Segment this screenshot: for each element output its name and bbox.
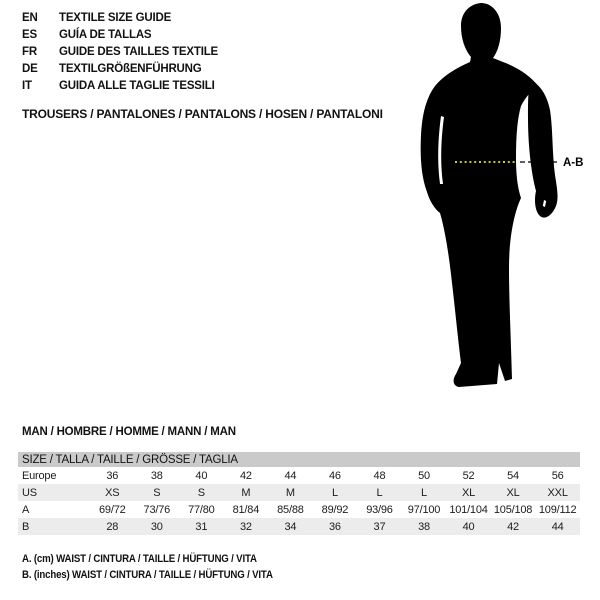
- table-cell: M: [285, 486, 295, 499]
- footnotes: [22, 552, 273, 583]
- table-cell: S: [153, 486, 161, 499]
- row-label: Europe: [22, 469, 57, 482]
- table-cell: XL: [506, 486, 520, 499]
- man-right-arm: [528, 80, 558, 218]
- table-cell: 30: [150, 520, 163, 533]
- size-table: [18, 452, 580, 535]
- table-cell: XL: [461, 486, 476, 499]
- table-cell: 101/104: [449, 503, 488, 516]
- table-header-row: [18, 452, 580, 467]
- table-cell: S: [197, 486, 205, 499]
- table-cell: 109/112: [538, 503, 577, 516]
- table-cell: 85/88: [277, 503, 304, 516]
- table-cell: 69/72: [99, 503, 126, 516]
- row-label: US: [22, 486, 37, 499]
- table-cell: 38: [418, 520, 430, 533]
- table-row-b-inches: [18, 518, 580, 535]
- table-cell: 42: [239, 469, 252, 482]
- table-cell: L: [421, 486, 427, 499]
- man-silhouette-svg: [410, 0, 600, 400]
- language-label: TEXTILGRÖßENFÜHRUNG: [59, 62, 202, 75]
- table-cell: 38: [150, 469, 163, 482]
- language-code: IT: [22, 79, 32, 92]
- table-cell: 36: [329, 520, 341, 533]
- table-cell: 34: [284, 520, 297, 533]
- table-cell: XXL: [547, 486, 568, 499]
- language-label: TEXTILE SIZE GUIDE: [59, 11, 172, 24]
- man-silhouette: [421, 3, 539, 387]
- language-label: GUIDE DES TAILLES TEXTILE: [59, 45, 218, 58]
- language-row: [22, 60, 218, 77]
- language-row: [22, 77, 218, 94]
- table-cell: L: [376, 486, 383, 499]
- language-row: [22, 26, 218, 43]
- table-cell: 105/108: [493, 503, 533, 516]
- table-cell: 46: [329, 469, 341, 482]
- table-row-a-cm: [18, 501, 580, 518]
- table-cell: 44: [284, 469, 297, 482]
- table-cell: 56: [551, 469, 564, 482]
- table-cell: 40: [195, 469, 208, 482]
- garment-title: TROUSERS / PANTALONES / PANTALONS / HOSEN / PANTALONI: [22, 107, 383, 121]
- table-cell: 40: [462, 520, 475, 533]
- table-cell: 89/92: [321, 503, 349, 516]
- man-silhouette-figure: [410, 0, 600, 400]
- table-cell: 97/100: [407, 503, 441, 516]
- table-cell: 52: [462, 469, 475, 482]
- table-cell: 50: [418, 469, 430, 482]
- table-cell: 42: [507, 520, 519, 533]
- table-cell: 81/84: [232, 503, 260, 516]
- size-table-header: SIZE / TALLA / TAILLE / GRÖSSE / TAGLIA: [18, 452, 580, 467]
- size-table-wrap: [18, 452, 580, 535]
- language-code: EN: [22, 11, 38, 24]
- footnote-b: B. (inches) WAIST / CINTURA / TAILLE / HÜFTUNG / VITA: [22, 568, 273, 581]
- table-cell: 31: [195, 520, 208, 533]
- row-label: B: [22, 520, 30, 533]
- table-cell: 32: [239, 520, 252, 533]
- table-cell: 73/76: [143, 503, 171, 516]
- table-cell: 54: [507, 469, 519, 482]
- row-label: A: [22, 503, 30, 516]
- language-code: DE: [22, 62, 38, 75]
- table-cell: 37: [373, 520, 386, 533]
- language-row: [22, 43, 218, 60]
- table-cell: M: [241, 486, 251, 499]
- language-label: GUIDA ALLE TAGLIE TESSILI: [59, 79, 215, 92]
- section-title: MAN / HOMBRE / HOMME / MANN / MAN: [22, 426, 236, 438]
- table-cell: 48: [373, 469, 386, 482]
- table-cell: 28: [106, 520, 119, 533]
- language-code: FR: [22, 45, 37, 58]
- table-cell: 44: [551, 520, 564, 533]
- language-list: [22, 9, 218, 94]
- language-label: GUÍA DE TALLAS: [59, 28, 152, 41]
- table-row-us: [18, 484, 580, 501]
- table-cell: 36: [106, 469, 119, 482]
- language-row: [22, 9, 218, 26]
- measure-label: A-B: [563, 157, 584, 169]
- footnote-a: A. (cm) WAIST / CINTURA / TAILLE / HÜFTUNG / VITA: [22, 553, 257, 565]
- table-cell: XS: [105, 486, 120, 499]
- language-code: ES: [22, 28, 37, 41]
- table-cell: 77/80: [188, 503, 215, 516]
- table-cell: L: [331, 486, 338, 499]
- table-row-europe: [18, 467, 580, 484]
- table-cell: 93/96: [366, 503, 393, 516]
